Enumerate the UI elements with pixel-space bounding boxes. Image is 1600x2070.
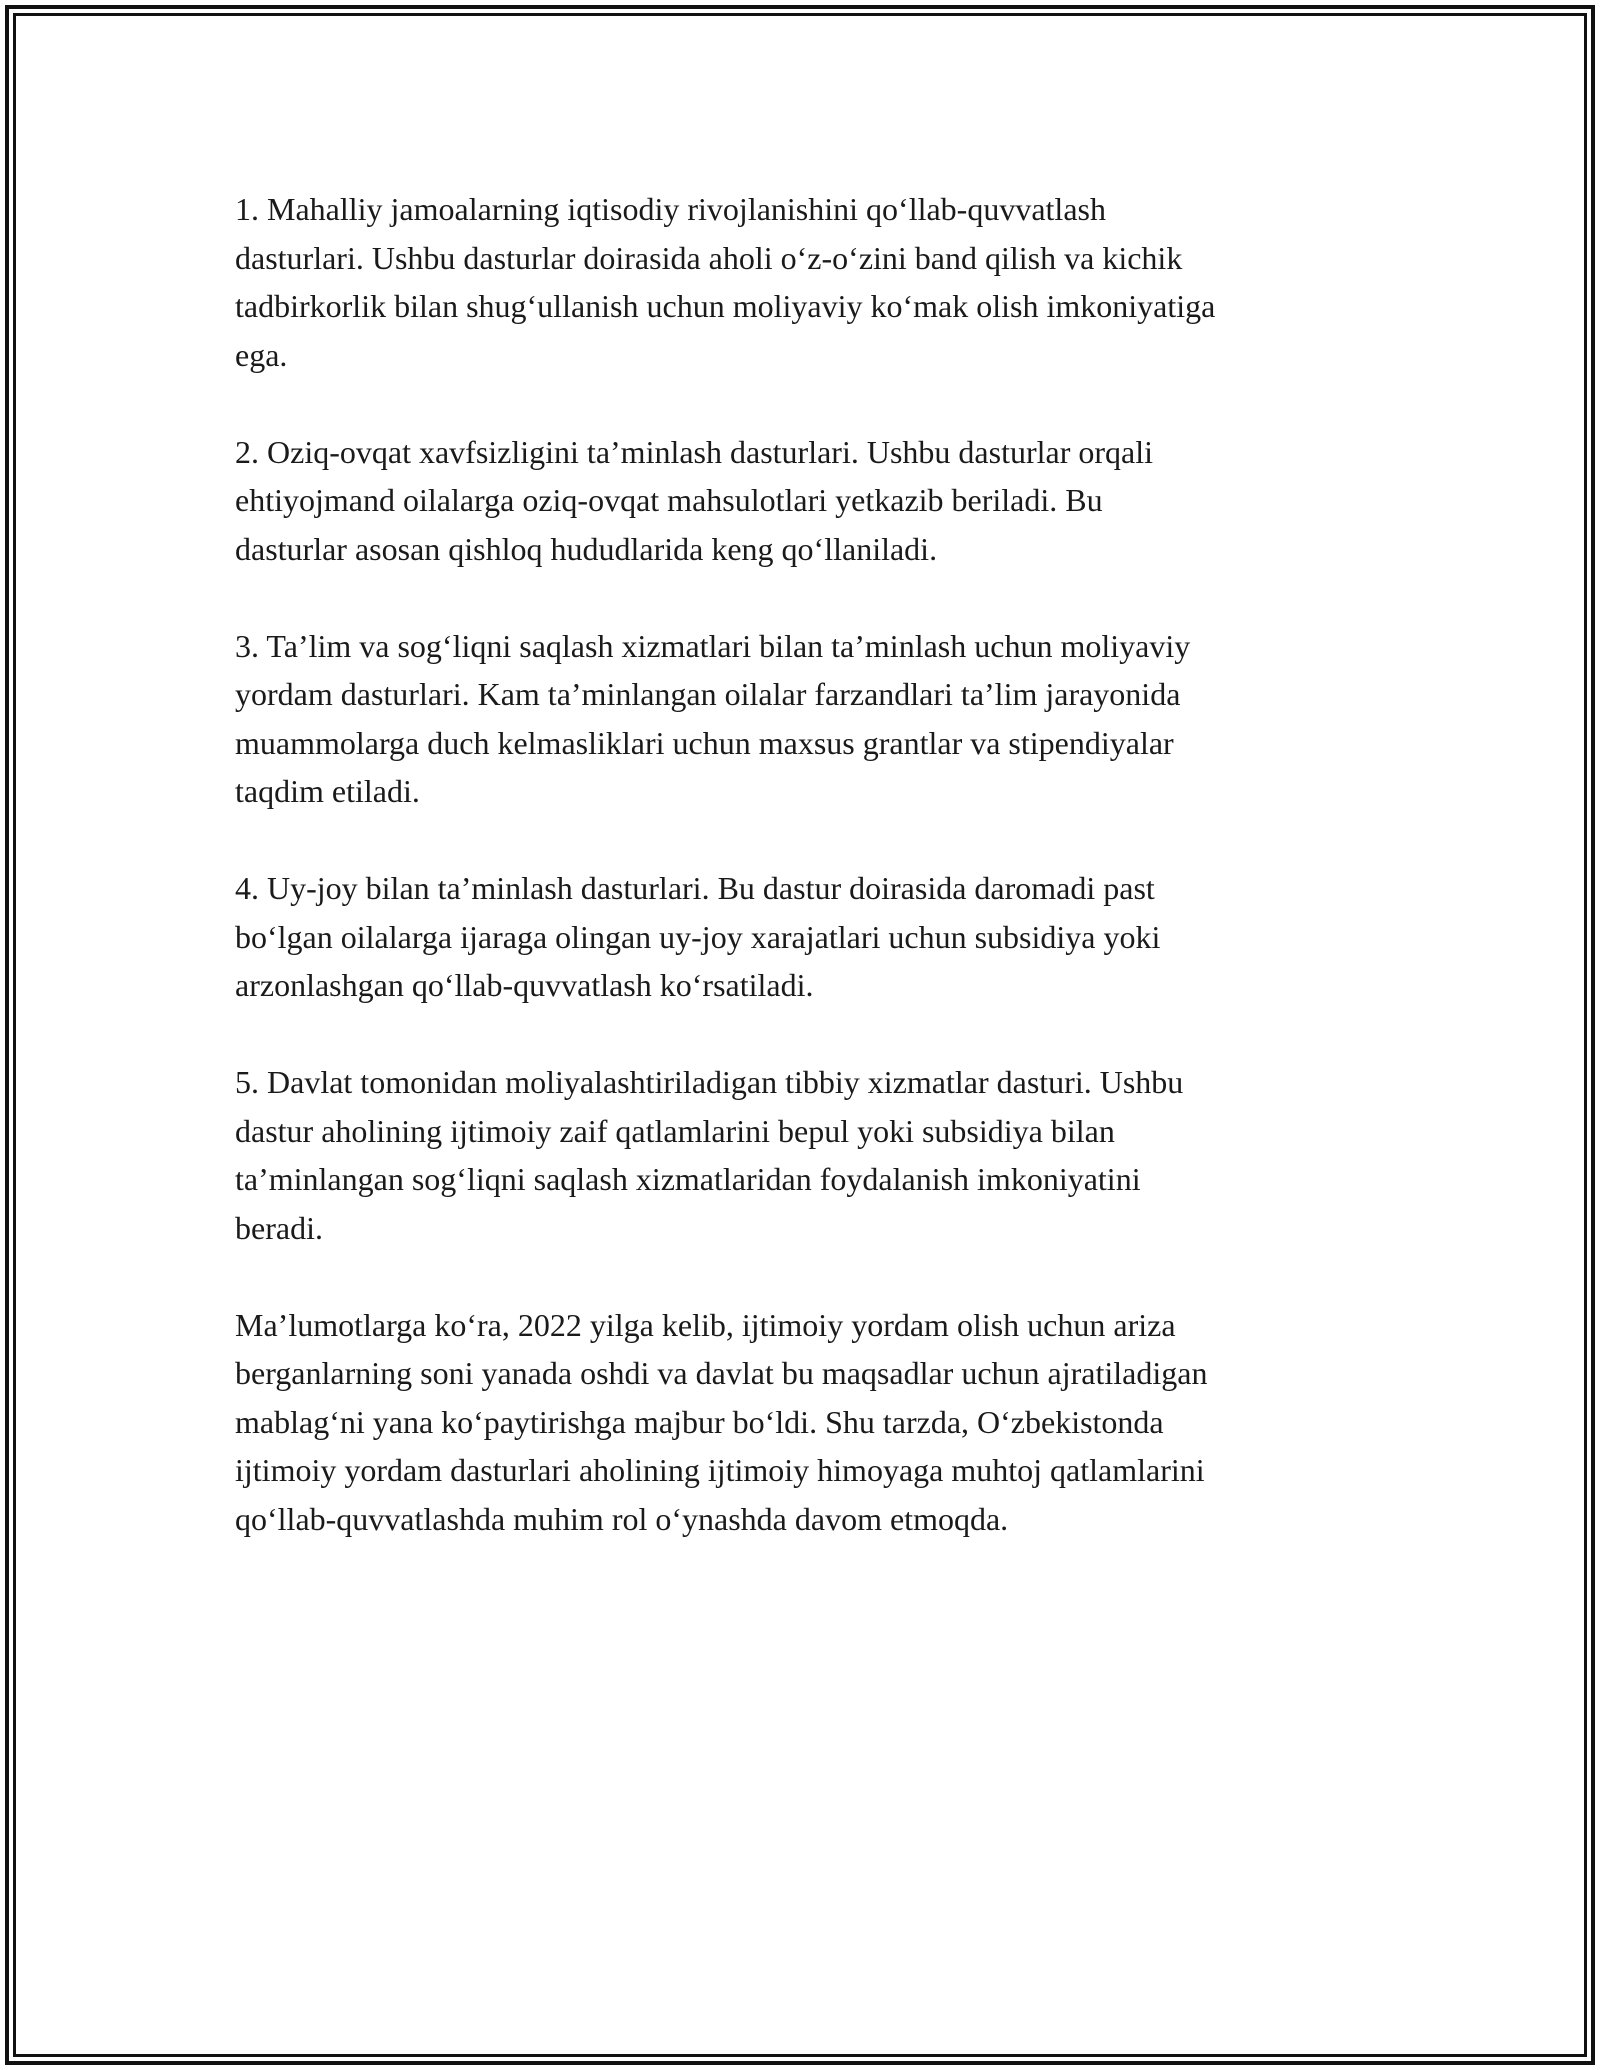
document-body	[235, 185, 1375, 1543]
paragraph-item-3: 3. Ta’lim va sog‘liqni saqlash xizmatlari bilan ta’minlash uchun moliyaviy yordam dasturlari. Kam ta’minlangan oilalar farzandlari ta’lim jarayonida muammolarga duch kelmasliklari uchun maxsus grantlar va stipendiyalar taqdim etiladi.	[235, 627, 1191, 809]
paragraph-item-4: 4. Uy-joy bilan ta’minlash dasturlari. Bu dastur doirasida daromadi past bo‘lgan oilalarga ijaraga olingan uy-joy xarajatlari uchun subsidiya yoki arzonlashgan qo‘llab-quvvatlash ko‘rsatiladi.	[235, 870, 1161, 1003]
paragraph-item-2: 2. Oziq-ovqat xavfsizligini ta’minlash dasturlari. Ushbu dasturlar orqali ehtiyojmand oilalarga oziq-ovqat mahsulotlari yetkazib beriladi. Bu dasturlar asosan qishloq hududlarida keng qo‘llaniladi.	[235, 433, 1153, 567]
paragraph-conclusion: Ma’lumotlarga ko‘ra, 2022 yilga kelib, ijtimoiy yordam olish uchun ariza berganlarning soni yanada oshdi va davlat bu maqsadlar uchun ajratiladigan mablag‘ni yana ko‘paytirishga majbur bo‘ldi. Shu tarzda, O‘zbekistonda ijtimoiy yordam dasturlari aholining ijtimoiy himoyaga muhtoj qatlamlarini qo‘llab-quvvatlashda muhim rol o‘ynashda davom etmoqda.	[235, 1306, 1208, 1537]
paragraph-item-5: 5. Davlat tomonidan moliyalashtiriladigan tibbiy xizmatlar dasturi. Ushbu dastur aholining ijtimoiy zaif qatlamlarini bepul yoki subsidiya bilan ta’minlangan sog‘liqni saqlash xizmatlaridan foydalanish imkoniyatini beradi.	[235, 1064, 1184, 1246]
paragraph-item-1: 1. Mahalliy jamoalarning iqtisodiy rivojlanishini qo‘llab-quvvatlash dasturlari. Ushbu dasturlar doirasida aholi o‘z-o‘zini band qilish va kichik tadbirkorlik bilan shug‘ullanish uchun moliyaviy ko‘mak olish imkoniyatiga ega.	[235, 191, 1216, 373]
